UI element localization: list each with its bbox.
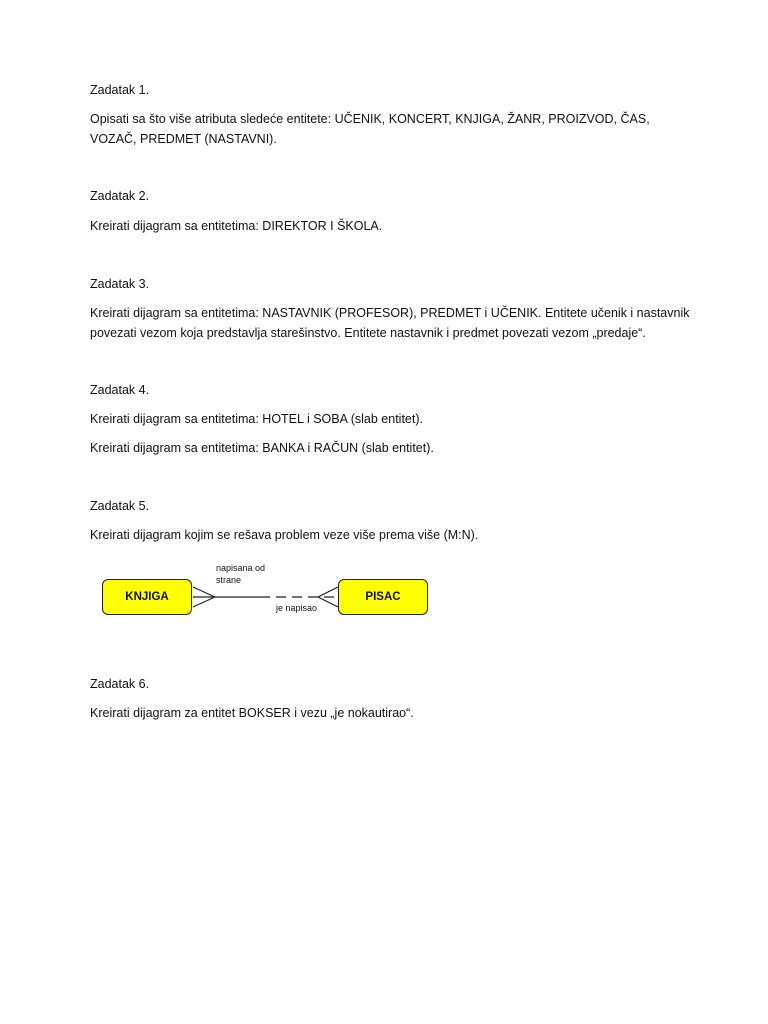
task-4-text-2: Kreirati dijagram sa entitetima: BANKA i RAČUN (slab entitet). xyxy=(90,441,434,455)
crows-foot-left-bottom xyxy=(193,597,215,607)
label-strane: strane xyxy=(216,575,242,585)
task-3-text: Kreirati dijagram sa entitetima: NASTAVNIK (PROFESOR), PREDMET i UČENIK. Entitete učenik i nastavnik povezati vezom koja predstavlja starešinstvo. Entitete nastavnik i predmet povezati vezom „predaje“. xyxy=(90,306,690,340)
task-5-text: Kreirati dijagram kojim se rešava problem veze više prema više (M:N). xyxy=(90,528,479,542)
entity-knjiga: KNJIGA xyxy=(102,579,192,615)
task-6-text: Kreirati dijagram za entitet BOKSER i vezu „je nokautirao“. xyxy=(90,706,414,720)
task-6-title: Zadatak 6. xyxy=(90,677,150,691)
task-5-title: Zadatak 5. xyxy=(90,499,150,513)
task-3-title: Zadatak 3. xyxy=(90,277,150,291)
crows-foot-right-bottom xyxy=(318,597,338,607)
task-2-text: Kreirati dijagram sa entitetima: DIREKTOR I ŠKOLA. xyxy=(90,219,383,233)
mn-relationship-diagram xyxy=(90,560,440,630)
task-4-title: Zadatak 4. xyxy=(90,383,150,397)
label-napisana-od: napisana od xyxy=(216,563,266,573)
entity-pisac: PISAC xyxy=(338,579,428,615)
label-je-napisao: je napisao xyxy=(276,603,318,613)
task-1-text: Opisati sa što više atributa sledeće entitete: UČENIK, KONCERT, KNJIGA, ŽANR, PROIZVOD, ČAS, VOZAČ, PREDMET (NASTAVNI). xyxy=(90,112,650,146)
task-1-title: Zadatak 1. xyxy=(90,83,150,97)
task-4-text-1: Kreirati dijagram sa entitetima: HOTEL i SOBA (slab entitet). xyxy=(90,412,423,426)
crows-foot-left-top xyxy=(193,587,215,597)
crows-foot-right-top xyxy=(318,587,338,597)
task-2-title: Zadatak 2. xyxy=(90,189,150,203)
